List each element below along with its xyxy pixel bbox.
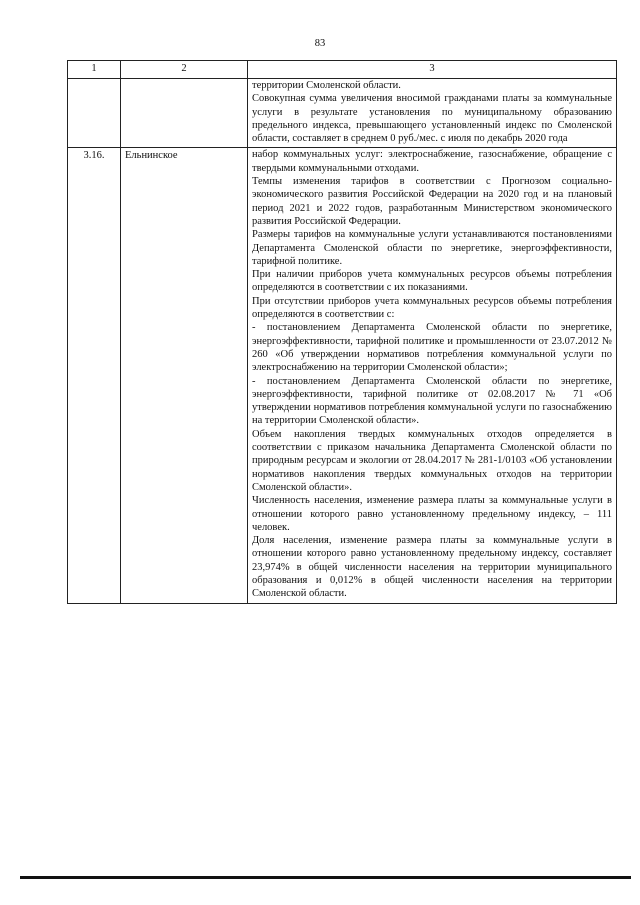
paragraph: При наличии приборов учета коммунальных ресурсов объемы потребления определяются в соответствии с их показаниями. bbox=[252, 269, 612, 294]
paragraph: территории Смоленской области. bbox=[252, 80, 401, 91]
column-header-1: 1 bbox=[68, 61, 121, 79]
row-number-cell bbox=[68, 79, 121, 148]
paragraph: набор коммунальных услуг: электроснабжение, газоснабжение, обращение с твердыми коммунальными отходами. bbox=[252, 149, 612, 174]
paragraph: Совокупная сумма увеличения вносимой гражданами платы за коммунальные услуги в результате установления по муниципальному образованию предельного индекса, превышающего установленный индекс по Смоленской области, составляет в среднем 0 руб./мес. с июля по декабрь 2020 года bbox=[252, 93, 612, 145]
column-header-2: 2 bbox=[121, 61, 248, 79]
table-row bbox=[68, 79, 617, 148]
paragraph: Объем накопления твердых коммунальных отходов определяется в соответствии с приказом начальника Департамента Смоленской области по природным ресурсам и экологии от 28.04.2017 № 281-1/0103 «Об установлении нормативов накопления твердых коммунальных отходов на территории Смоленской области». bbox=[252, 428, 612, 493]
description-cell bbox=[248, 79, 617, 148]
table-row bbox=[68, 148, 617, 603]
bottom-rule bbox=[20, 876, 631, 879]
paragraph: Размеры тарифов на коммунальные услуги устанавливаются постановлениями Департамента Смоленской области по энергетике, энергоэффективности, тарифной политике. bbox=[252, 229, 612, 267]
tariff-table bbox=[67, 60, 617, 604]
paragraph: - постановлением Департамента Смоленской области по энергетике, энергоэффективности, тарифной политике и промышленности от 23.07.2012 № 260 «Об утверждении нормативов потребления коммунальной услуги по электроснабжению на территории Смоленской области»; bbox=[252, 322, 612, 374]
paragraph: Доля населения, изменение размера платы за коммунальные услуги в отношении которого равно установленному предельному индексу, составляет 23,974% в общей численности населения на территории муниципального образования и 0,012% в общей численности населения на территории Смоленской области. bbox=[252, 535, 612, 600]
municipality-cell: Ельнинское bbox=[121, 148, 248, 603]
table-header-row bbox=[68, 61, 617, 79]
row-number-cell: 3.16. bbox=[68, 148, 121, 603]
description-cell bbox=[248, 148, 617, 603]
paragraph: - постановлением Департамента Смоленской области по энергетике, энергоэффективности, тарифной политике от 02.08.2017 № 71 «Об утверждении нормативов потребления коммунальной услуги по газоснабжению на территории Смоленской области». bbox=[252, 375, 612, 427]
page-number: 83 bbox=[314, 38, 326, 49]
paragraph: При отсутствии приборов учета коммунальных ресурсов объемы потребления определяются в соответствии с: bbox=[252, 295, 612, 321]
municipality-cell bbox=[121, 79, 248, 148]
column-header-3: 3 bbox=[248, 61, 617, 79]
paragraph: Численность населения, изменение размера платы за коммунальные услуги в отношении которого равно установленному предельному индексу, – 111 человек. bbox=[252, 495, 612, 533]
paragraph: Темпы изменения тарифов в соответствии с Прогнозом социально-экономического развития Российской Федерации на 2020 год и на плановый период 2021 и 2022 годов, разработанным Министерством экономического развития Российской Федерации. bbox=[252, 176, 612, 227]
